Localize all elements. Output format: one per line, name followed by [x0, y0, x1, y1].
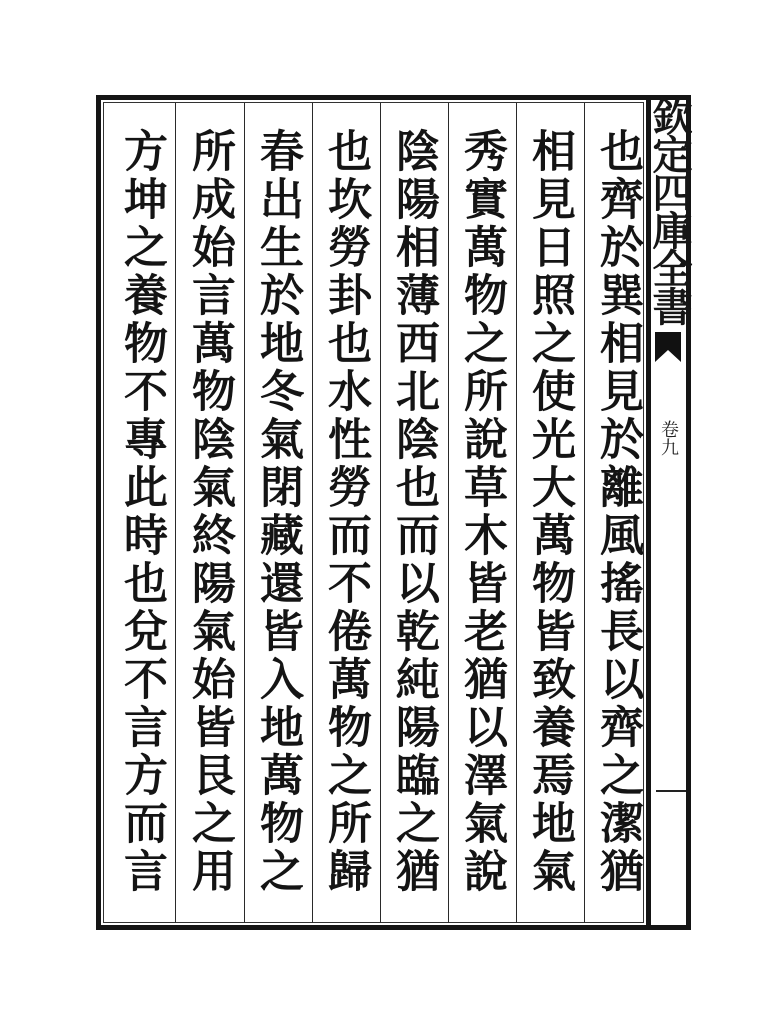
text-column-2: 相見日照之使光大萬物皆致養焉地氣: [524, 128, 575, 896]
collection-title: 欽定四庫全書: [646, 96, 693, 324]
column-rule: [244, 103, 245, 923]
column-rule: [448, 103, 449, 923]
text-column-7: 所成始言萬物陰氣終陽氣始皆艮之用: [184, 128, 235, 896]
column-rule: [516, 103, 517, 923]
text-column-3: 秀實萬物之所說草木皆老猶以澤氣說: [456, 128, 507, 896]
column-rule: [380, 103, 381, 923]
volume-label: 卷九: [658, 420, 679, 456]
text-column-6: 春出生於地冬氣閉藏還皆入地萬物之: [252, 128, 303, 896]
margin-tick-mark: [656, 790, 686, 792]
text-column-1: 也齊於巽相見於離風搖長以齊之潔猶: [592, 128, 643, 896]
column-rule: [312, 103, 313, 923]
text-column-4: 陰陽相薄西北陰也而以乾純陽臨之猶: [388, 128, 439, 896]
text-column-5: 也坎勞卦也水性勞而不倦萬物之所歸: [320, 128, 371, 896]
column-rule: [175, 103, 176, 923]
text-column-8: 方坤之養物不專此時也兌不言方而言: [116, 128, 167, 896]
column-rule: [584, 103, 585, 923]
